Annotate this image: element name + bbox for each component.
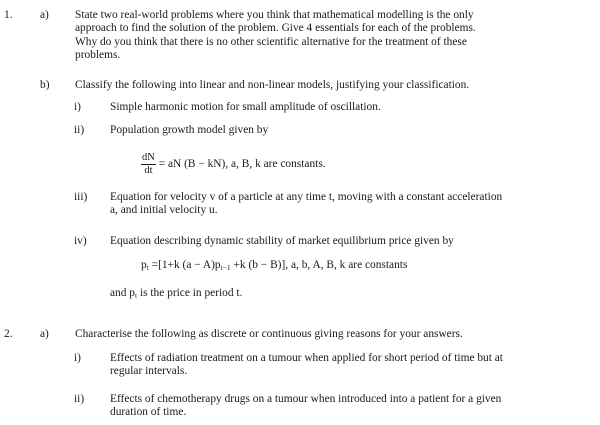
question-1b-i-text: Simple harmonic motion for small amplitude of oscillation. (110, 101, 381, 113)
equation-rhs: = aN (B − kN), a, B, k are constants. (158, 158, 326, 171)
question-1a-line-3: Why do you think that there is no other scientific alternative for the treatment of these (75, 35, 467, 48)
question-1b-i-label: i) (74, 101, 81, 113)
question-1b-iii-text (110, 191, 596, 218)
price-subscript-t: t (146, 263, 149, 272)
question-2a-text: Characterise the following as discrete or continuous giving reasons for your answers. (75, 328, 463, 340)
question-2a-ii-line-1: Effects of chemotherapy drugs on a tumour when introduced into a patient for a given (110, 393, 502, 405)
note-prefix: and p (110, 287, 135, 299)
question-2a-i-label: i) (74, 352, 81, 364)
question-2-number: 2. (4, 328, 13, 340)
derivative-fraction (141, 152, 156, 177)
question-1-number: 1. (4, 9, 13, 21)
fraction-denominator: dt (144, 165, 153, 176)
question-1b-text: Classify the following into linear and non-linear models, justifying your classification. (75, 79, 470, 91)
question-2a-label: a) (40, 328, 49, 340)
fraction-numerator: dN (142, 152, 155, 163)
note-suffix: is the price in period t. (137, 287, 243, 299)
population-growth-equation (141, 152, 326, 177)
question-1b-label: b) (40, 79, 50, 91)
price-subscript-t-minus-1: t−1 (220, 263, 231, 272)
question-1b-iii-line-1: Equation for velocity v of a particle at any time t, moving with a constant acceleration (110, 191, 503, 203)
question-1b-iv-text: Equation describing dynamic stability of market equilibrium price given by (110, 235, 454, 247)
question-2a-ii-line-2: duration of time. (110, 406, 187, 419)
market-price-equation (141, 259, 407, 272)
question-1b-ii-text: Population growth model given by (110, 124, 269, 136)
question-1b-iii-line-2: a, and initial velocity u. (110, 204, 218, 217)
question-1a-label: a) (40, 9, 49, 21)
price-symbol: p (141, 259, 147, 271)
question-1a-text (75, 9, 594, 62)
question-2a-i-line-2: regular intervals. (110, 365, 188, 378)
price-definition-note (110, 287, 242, 300)
equation-middle: =[1+k (a − A)p (148, 259, 221, 271)
question-2a-i-line-1: Effects of radiation treatment on a tumour when applied for short period of time but at (110, 352, 503, 364)
question-1b-iii-label: iii) (74, 191, 88, 203)
question-1b-ii-label: ii) (74, 124, 85, 136)
question-1b-iv-label: iv) (74, 235, 87, 247)
question-1a-line-2: approach to find the solution of the problem. Give 4 essentials for each of the problems. (75, 22, 476, 35)
question-1a-line-4: problems. (75, 48, 121, 61)
question-2a-ii-label: ii) (74, 393, 85, 405)
equation-end: +k (b − B)], a, b, A, B, k are constants (230, 259, 408, 271)
question-1a-line-1: State two real-world problems where you think that mathematical modelling is the only (75, 9, 474, 21)
question-2a-ii-text (110, 393, 596, 420)
note-subscript: t (135, 291, 138, 300)
question-2a-i-text (110, 352, 596, 379)
